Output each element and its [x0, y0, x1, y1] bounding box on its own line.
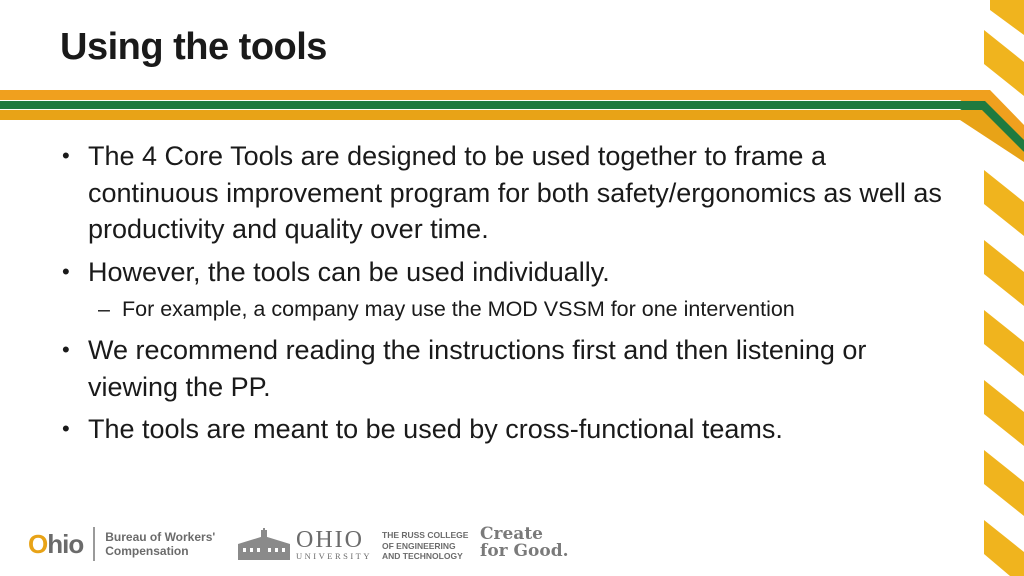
bullet-text: The tools are meant to be used by cross-functional teams.	[88, 414, 783, 444]
slide-title: Using the tools	[60, 26, 327, 68]
footer-logos	[0, 518, 600, 568]
sub-bullet-glyph: –	[98, 297, 110, 321]
ohio-hio-letters: hio	[47, 528, 84, 559]
create-for-good-logo	[480, 526, 569, 560]
band-curve-orange	[960, 90, 1024, 145]
create-line2: for Good.	[480, 541, 569, 561]
bwc-text	[105, 530, 215, 558]
logo-divider	[93, 527, 95, 561]
ohio-university-logo	[236, 524, 372, 566]
right-diagonal-stripes	[984, 0, 1024, 576]
ohio-o-letter: O	[28, 528, 48, 559]
russ-line2: OF ENGINEERING	[382, 540, 456, 551]
create-line1: Create	[480, 524, 543, 544]
band-orange-top	[0, 90, 960, 100]
ou-text	[296, 529, 372, 561]
bullet-item	[60, 254, 960, 291]
russ-line3: AND TECHNOLOGY	[382, 551, 463, 561]
band-curve-orange2	[960, 110, 1024, 162]
ohio-bwc-logo	[28, 524, 215, 564]
ou-sub: UNIVERSITY	[296, 551, 372, 561]
russ-line1: THE RUSS COLLEGE	[382, 530, 469, 540]
cutler-hall-icon	[236, 528, 292, 562]
band-orange-bottom	[0, 110, 960, 120]
sub-bullet-item	[60, 294, 960, 324]
bullet-text: We recommend reading the instructions first and then listening or viewing the PP.	[88, 335, 867, 402]
slide-body	[60, 138, 960, 454]
bwc-line2: Compensation	[105, 544, 189, 558]
ou-main: OHIO	[296, 527, 364, 553]
russ-college-logo	[382, 530, 468, 562]
bullet-text: However, the tools can be used individually.	[88, 256, 610, 287]
bullet-glyph: •	[62, 143, 70, 168]
sub-bullet-text: For example, a company may use the MOD VSSM for one intervention	[122, 297, 795, 321]
bullet-glyph: •	[62, 416, 70, 441]
bwc-line1: Bureau of Workers'	[105, 530, 216, 544]
bullet-item	[60, 138, 960, 248]
bullet-glyph: •	[62, 258, 70, 284]
bullet-glyph: •	[62, 337, 70, 362]
band-curve-green	[960, 101, 1024, 152]
bullet-item	[60, 332, 960, 405]
bullet-item	[60, 411, 960, 448]
ohio-wordmark	[28, 529, 83, 560]
bullet-text: The 4 Core Tools are designed to be used together to frame a continuous improvement program for both safety/ergonomics as well as productivity and quality over time.	[88, 141, 942, 244]
band-green	[0, 101, 960, 109]
